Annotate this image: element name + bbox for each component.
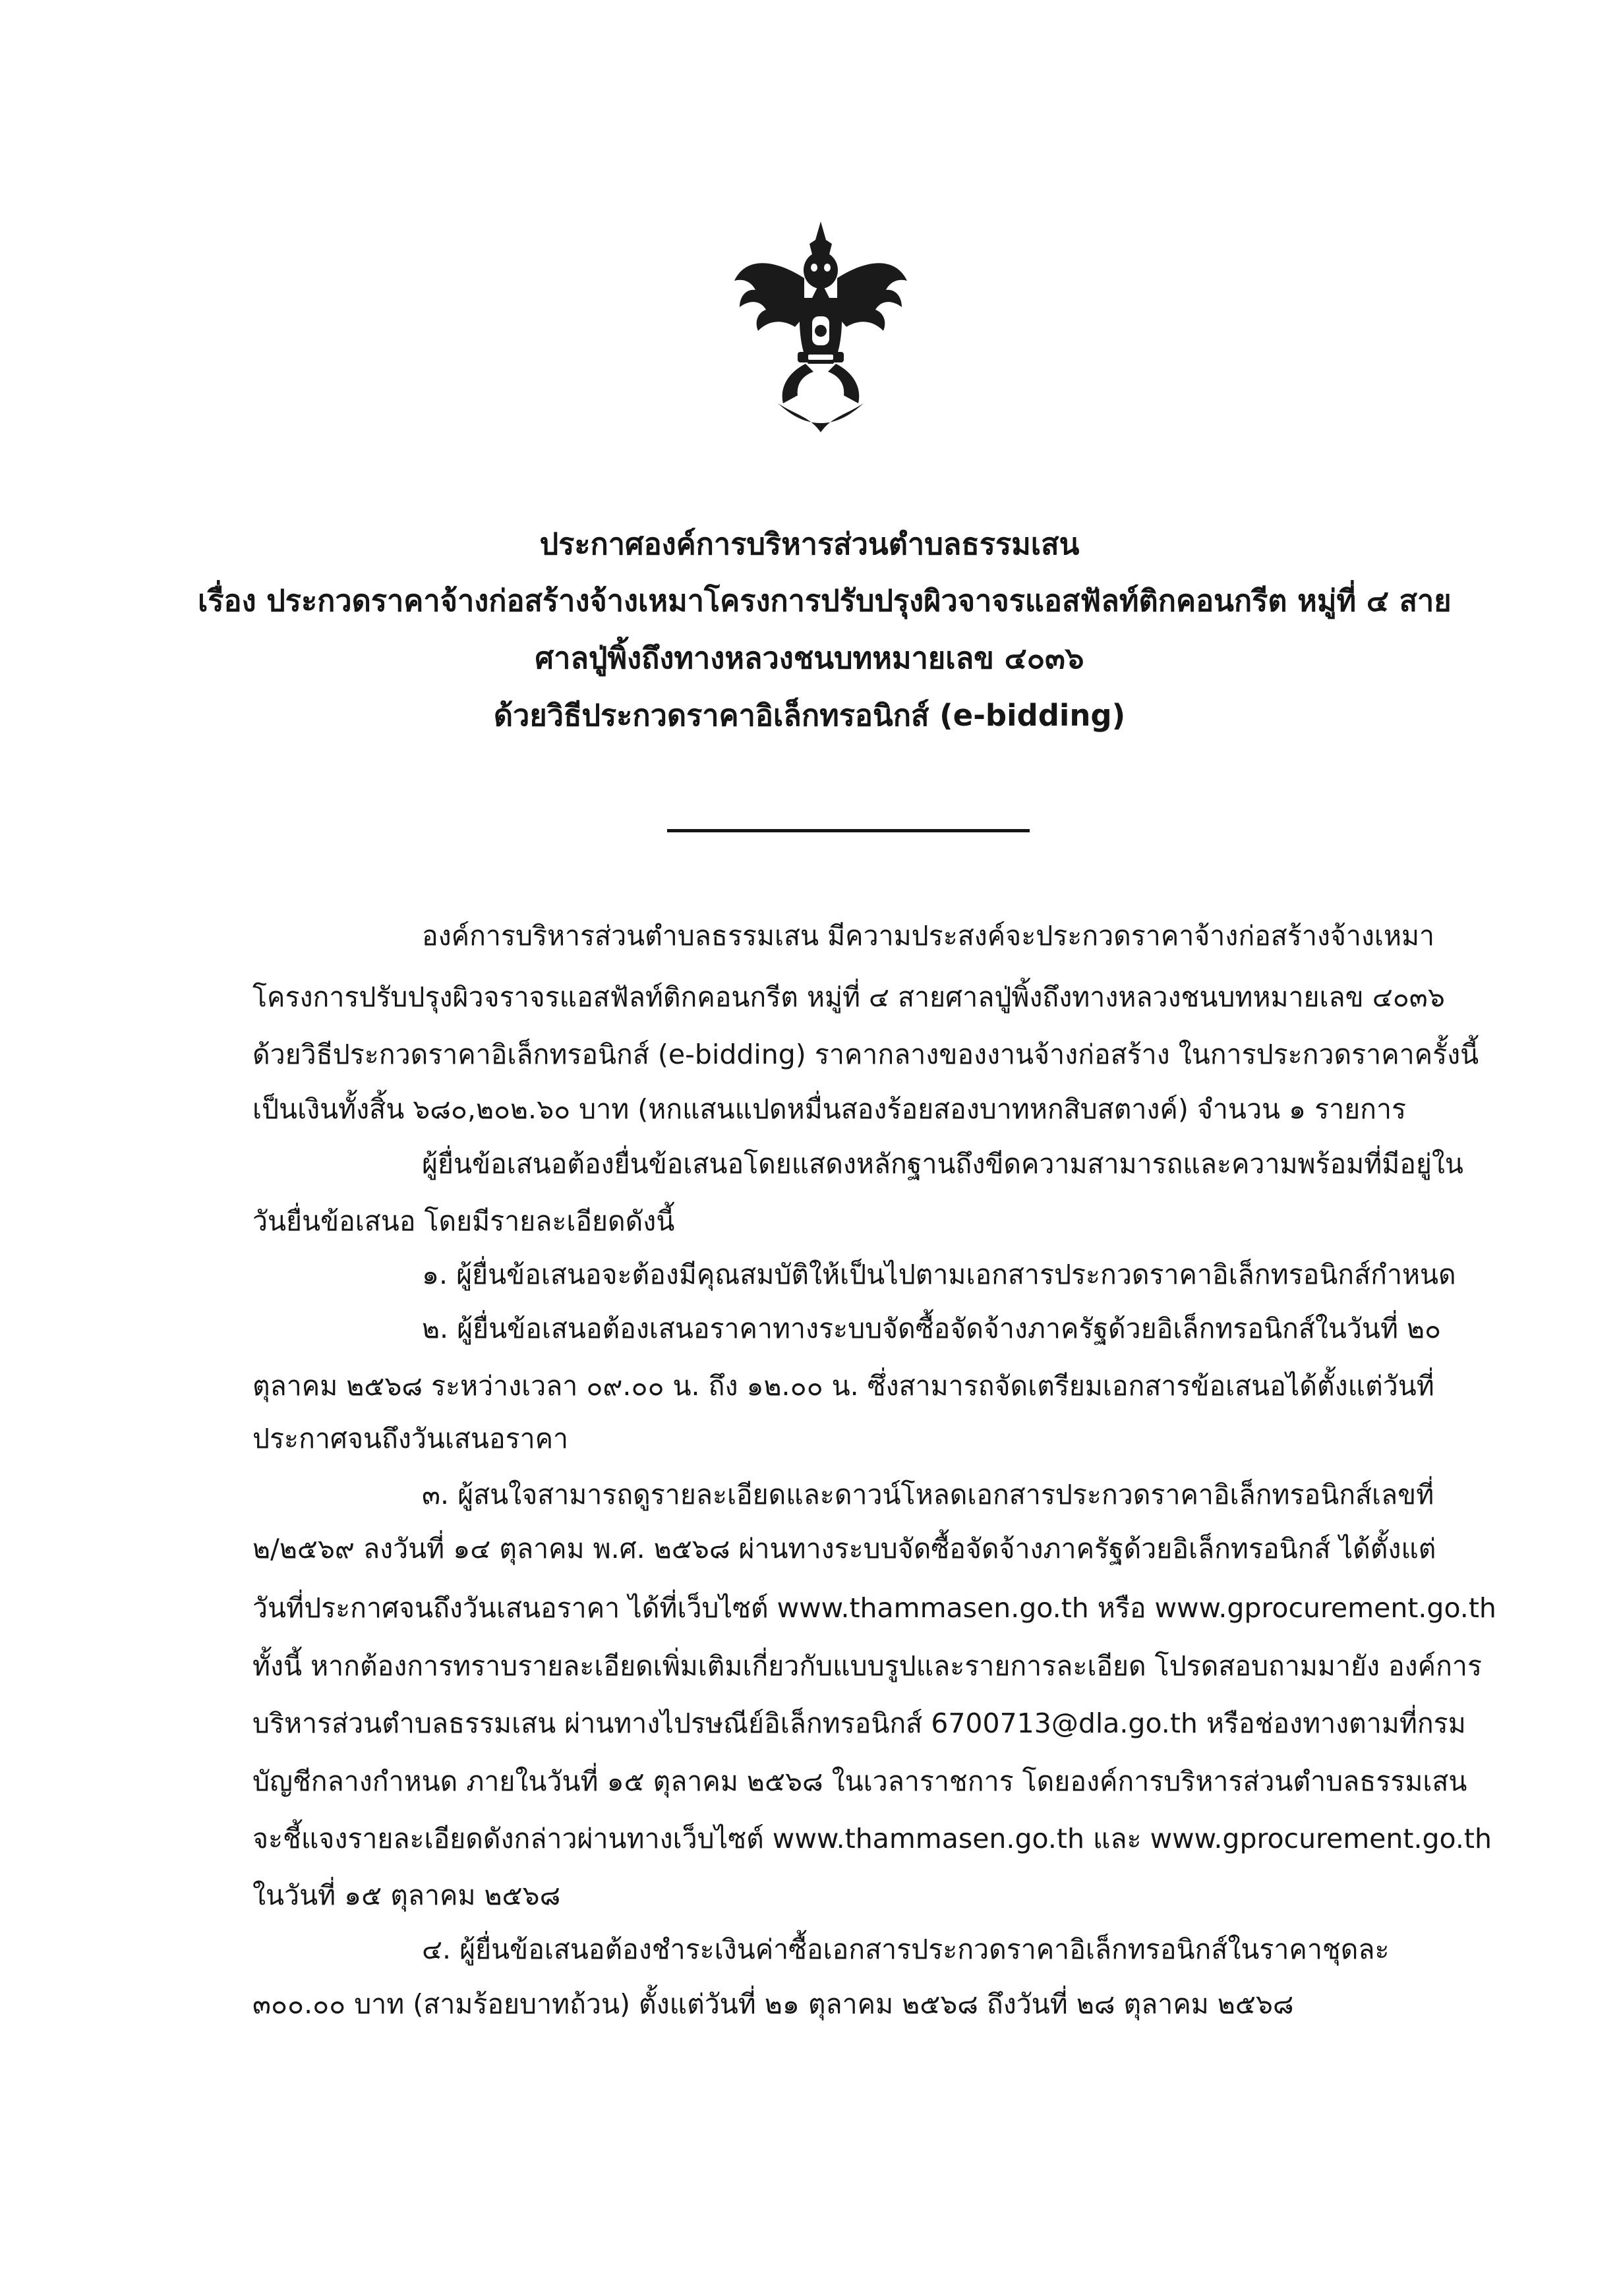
body-line: ทั้งนี้ หากต้องการทราบรายละเอียดเพิ่มเติมเกี่ยวกับแบบรูปและรายการละเอียด โปรดสอบถามมายัง องค์การ — [252, 1650, 1482, 1682]
body-line: บริหารส่วนตำบลธรรมเสน ผ่านทางไปรษณีย์อิเล็กทรอนิกส์ 6700713@dla.go.th หรือช่องทางตามที่กรม — [252, 1708, 1466, 1739]
body-line: ตุลาคม ๒๕๖๘ ระหว่างเวลา ๐๙.๐๐ น. ถึง ๑๒.๐๐ น. ซึ่งสามารถจัดเตรียมเอกสารข้อเสนอได้ตั้งแต่วันที่ — [252, 1370, 1434, 1402]
body-line: ผู้ยื่นข้อเสนอต้องยื่นข้อเสนอโดยแสดงหลักฐานถึงขีดความสามารถและความพร้อมที่มีอยู่ใน — [422, 1148, 1463, 1180]
body-line: ด้วยวิธีประกวดราคาอิเล็กทรอนิกส์ (e-bidding) ราคากลางของงานจ้างก่อสร้าง ในการประกวดราคาครั้งนี้ — [252, 1039, 1479, 1070]
subject-line-3: ด้วยวิธีประกวดราคาอิเล็กทรอนิกส์ (e-bidding) — [493, 698, 1126, 733]
body-line: จะชี้แจงรายละเอียดดังกล่าวผ่านทางเว็บไซต์ www.thammasen.go.th และ www.gprocurement.go.th — [252, 1823, 1492, 1854]
body-line: องค์การบริหารส่วนตำบลธรรมเสน มีความประสงค์จะประกวดราคาจ้างก่อสร้างจ้างเหมา — [422, 920, 1435, 952]
body-line: ๑. ผู้ยื่นข้อเสนอจะต้องมีคุณสมบัติให้เป็นไปตามเอกสารประกวดราคาอิเล็กทรอนิกส์กำหนด — [422, 1259, 1456, 1290]
body-line: ประกาศจนถึงวันเสนอราคา — [252, 1423, 569, 1454]
body-line: บัญชีกลางกำหนด ภายในวันที่ ๑๕ ตุลาคม ๒๕๖๘ ในเวลาราชการ โดยองค์การบริหารส่วนตำบลธรรมเสน — [252, 1765, 1467, 1797]
body-line: ๔. ผู้ยื่นข้อเสนอต้องชำระเงินค่าซื้อเอกสารประกวดราคาอิเล็กทรอนิกส์ในราคาชุดละ — [422, 1934, 1390, 1965]
garuda-emblem-icon — [732, 217, 910, 435]
body-line: ๓. ผู้สนใจสามารถดูรายละเอียดและดาวน์โหลดเอกสารประกวดราคาอิเล็กทรอนิกส์เลขที่ — [422, 1479, 1434, 1510]
body-line: ๒/๒๕๖๙ ลงวันที่ ๑๔ ตุลาคม พ.ศ. ๒๕๖๘ ผ่านทางระบบจัดซื้อจัดจ้างภาครัฐด้วยอิเล็กทรอนิกส์ ได้ตั้งแต่ — [252, 1533, 1436, 1564]
body-line: วันที่ประกาศจนถึงวันเสนอราคา ได้ที่เว็บไซต์ www.thammasen.go.th หรือ www.gprocurement.go.th — [252, 1592, 1496, 1624]
announcement-title: ประกาศองค์การบริหารส่วนตำบลธรรมเสน — [539, 527, 1080, 561]
body-line: ๓๐๐.๐๐ บาท (สามร้อยบาทถ้วน) ตั้งแต่วันที่ ๒๑ ตุลาคม ๒๕๖๘ ถึงวันที่ ๒๘ ตุลาคม ๒๕๖๘ — [252, 1988, 1294, 2020]
subject-line-2: ศาลปู่พิ้งถึงทางหลวงชนบทหมายเลข ๔๐๓๖ — [535, 641, 1084, 675]
title-divider — [667, 829, 1030, 832]
body-line: โครงการปรับปรุงผิวจราจรแอสฟัลท์ติกคอนกรีต หมู่ที่ ๔ สายศาลปู่พิ้งถึงทางหลวงชนบทหมายเลข ๔๐๓๖ — [252, 981, 1445, 1013]
body-line: วันยื่นข้อเสนอ โดยมีรายละเอียดดังนี้ — [252, 1205, 675, 1237]
body-line: ๒. ผู้ยื่นข้อเสนอต้องเสนอราคาทางระบบจัดซื้อจัดจ้างภาครัฐด้วยอิเล็กทรอนิกส์ในวันที่ ๒๐ — [422, 1313, 1442, 1344]
body-line: เป็นเงินทั้งสิ้น ๖๘๐,๒๐๒.๖๐ บาท (หกแสนแปดหมื่นสองร้อยสองบาทหกสิบสตางค์) จำนวน ๑ รายการ — [252, 1093, 1407, 1125]
body-line: ในวันที่ ๑๕ ตุลาคม ๒๕๖๘ — [252, 1880, 561, 1911]
subject-line-1: เรื่อง ประกวดราคาจ้างก่อสร้างจ้างเหมาโครงการปรับปรุงผิวจาจรแอสฟัลท์ติกคอนกรีต หมู่ที่ ๔ สาย — [198, 583, 1452, 618]
